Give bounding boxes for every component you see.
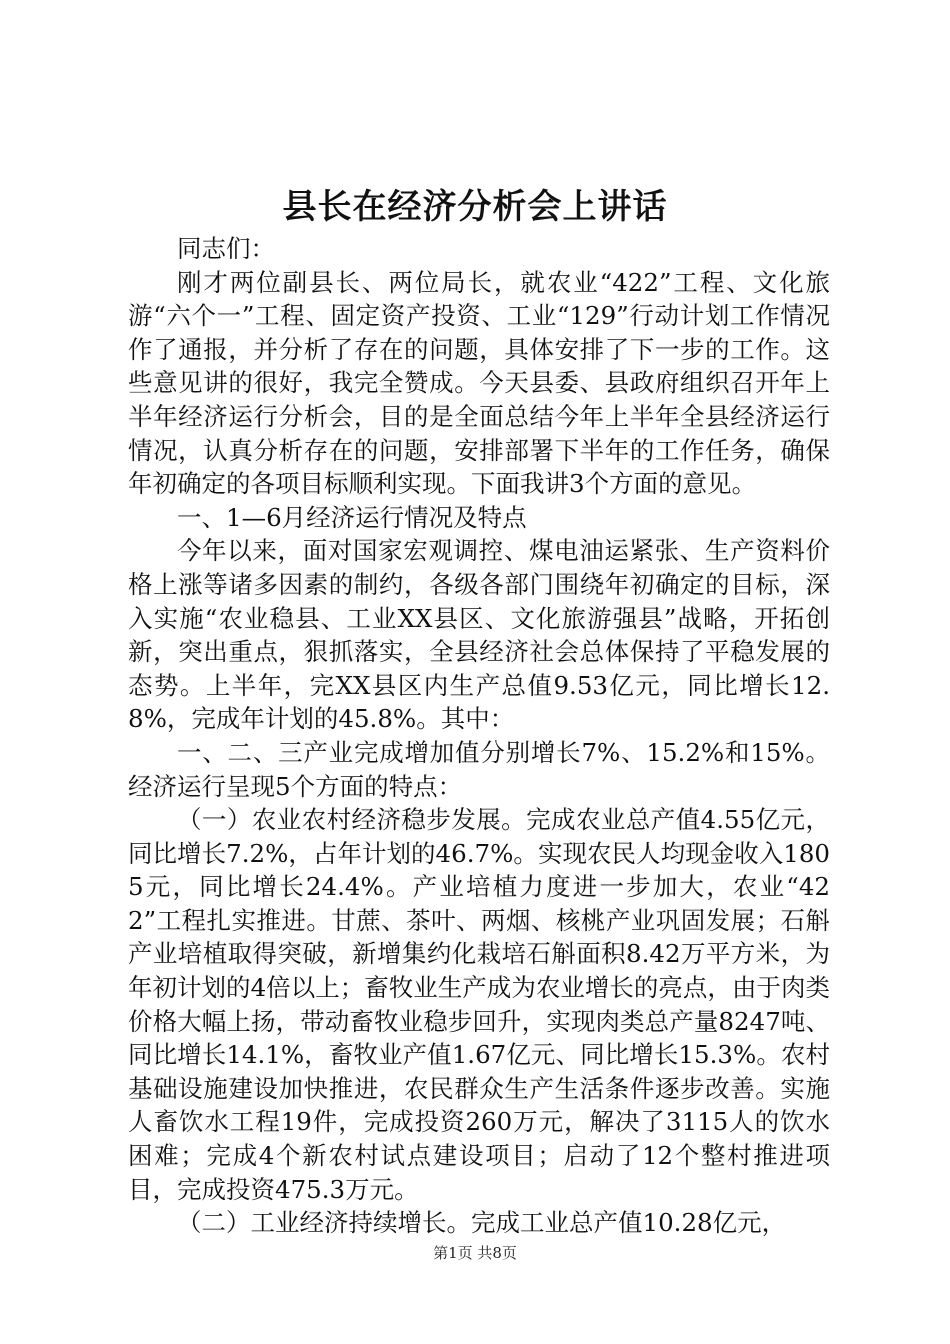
paragraph-agriculture: （一）农业农村经济稳步发展。完成农业总产值4.55亿元，同比增长7.2%，占年计划的46.7%。实现农民人均现金收入1805元，同比增长24.4%。产业培植力度进一步加大，农业“422”工程扎实推进。甘蔗、茶叶、两烟、核桃产业巩固发展；石斛产业培植取得突破，新增集约化栽培石斛面积8.42万平方米，为年初计划的4倍以上；畜牧业生产成为农业增长的亮点，由于肉类价格大幅上扬，带动畜牧业稳步回升，实现肉类总产量8247吨、同比增长14.1%，畜牧业产值1.67亿元、同比增长15.3%。农村基础设施建设加快推进，农民群众生产生活条件逐步改善。实施人畜饮水工程19件，完成投资260万元，解决了3115人的饮水困难；完成4个新农村试点建设项目；启动了12个整村推进项目，完成投资475.3万元。 [128,805,830,1204]
paragraph-industries: 一、二、三产业完成增加值分别增长7%、15.2%和15%。经济运行呈现5个方面的特点： [128,737,830,801]
paragraph-industry: （二）工业经济持续增长。完成工业总产值10.28亿元， [177,1208,787,1238]
document-body [128,232,830,1240]
paragraph-overview: 今年以来，面对国家宏观调控、煤电油运紧张、生产资料价格上涨等诸多因素的制约，各级各部门围绕年初确定的目标，深入实施“农业稳县、工业XX县区、文化旅游强县”战略，开拓创新，突出重点，狠抓落实，全县经济社会总体保持了平稳发展的态势。上半年，完XX县区内生产总值9.53亿元，同比增长12.8%，完成年计划的45.8%。其中： [128,536,830,734]
section-heading-1: 一、1—6月经济运行情况及特点 [177,502,527,532]
paragraph-intro: 刚才两位副县长、两位局长，就农业“422”工程、文化旅游“六个一”工程、固定资产投资、工业“129”行动计划工作情况作了通报，并分析了存在的问题，具体安排了下一步的工作。这些意见讲的很好，我完全赞成。今天县委、县政府组织召开年上半年经济运行分析会，目的是全面总结今年上半年全县经济运行情况，认真分析存在的问题，安排部署下半年的工作任务，确保年初确定的各项目标顺利实现。下面我讲3个方面的意见。 [128,267,830,499]
document-title: 县长在经济分析会上讲话 [282,187,668,227]
page-footer: 第1页 共8页 [433,1244,517,1262]
salutation: 同志们： [177,234,275,263]
